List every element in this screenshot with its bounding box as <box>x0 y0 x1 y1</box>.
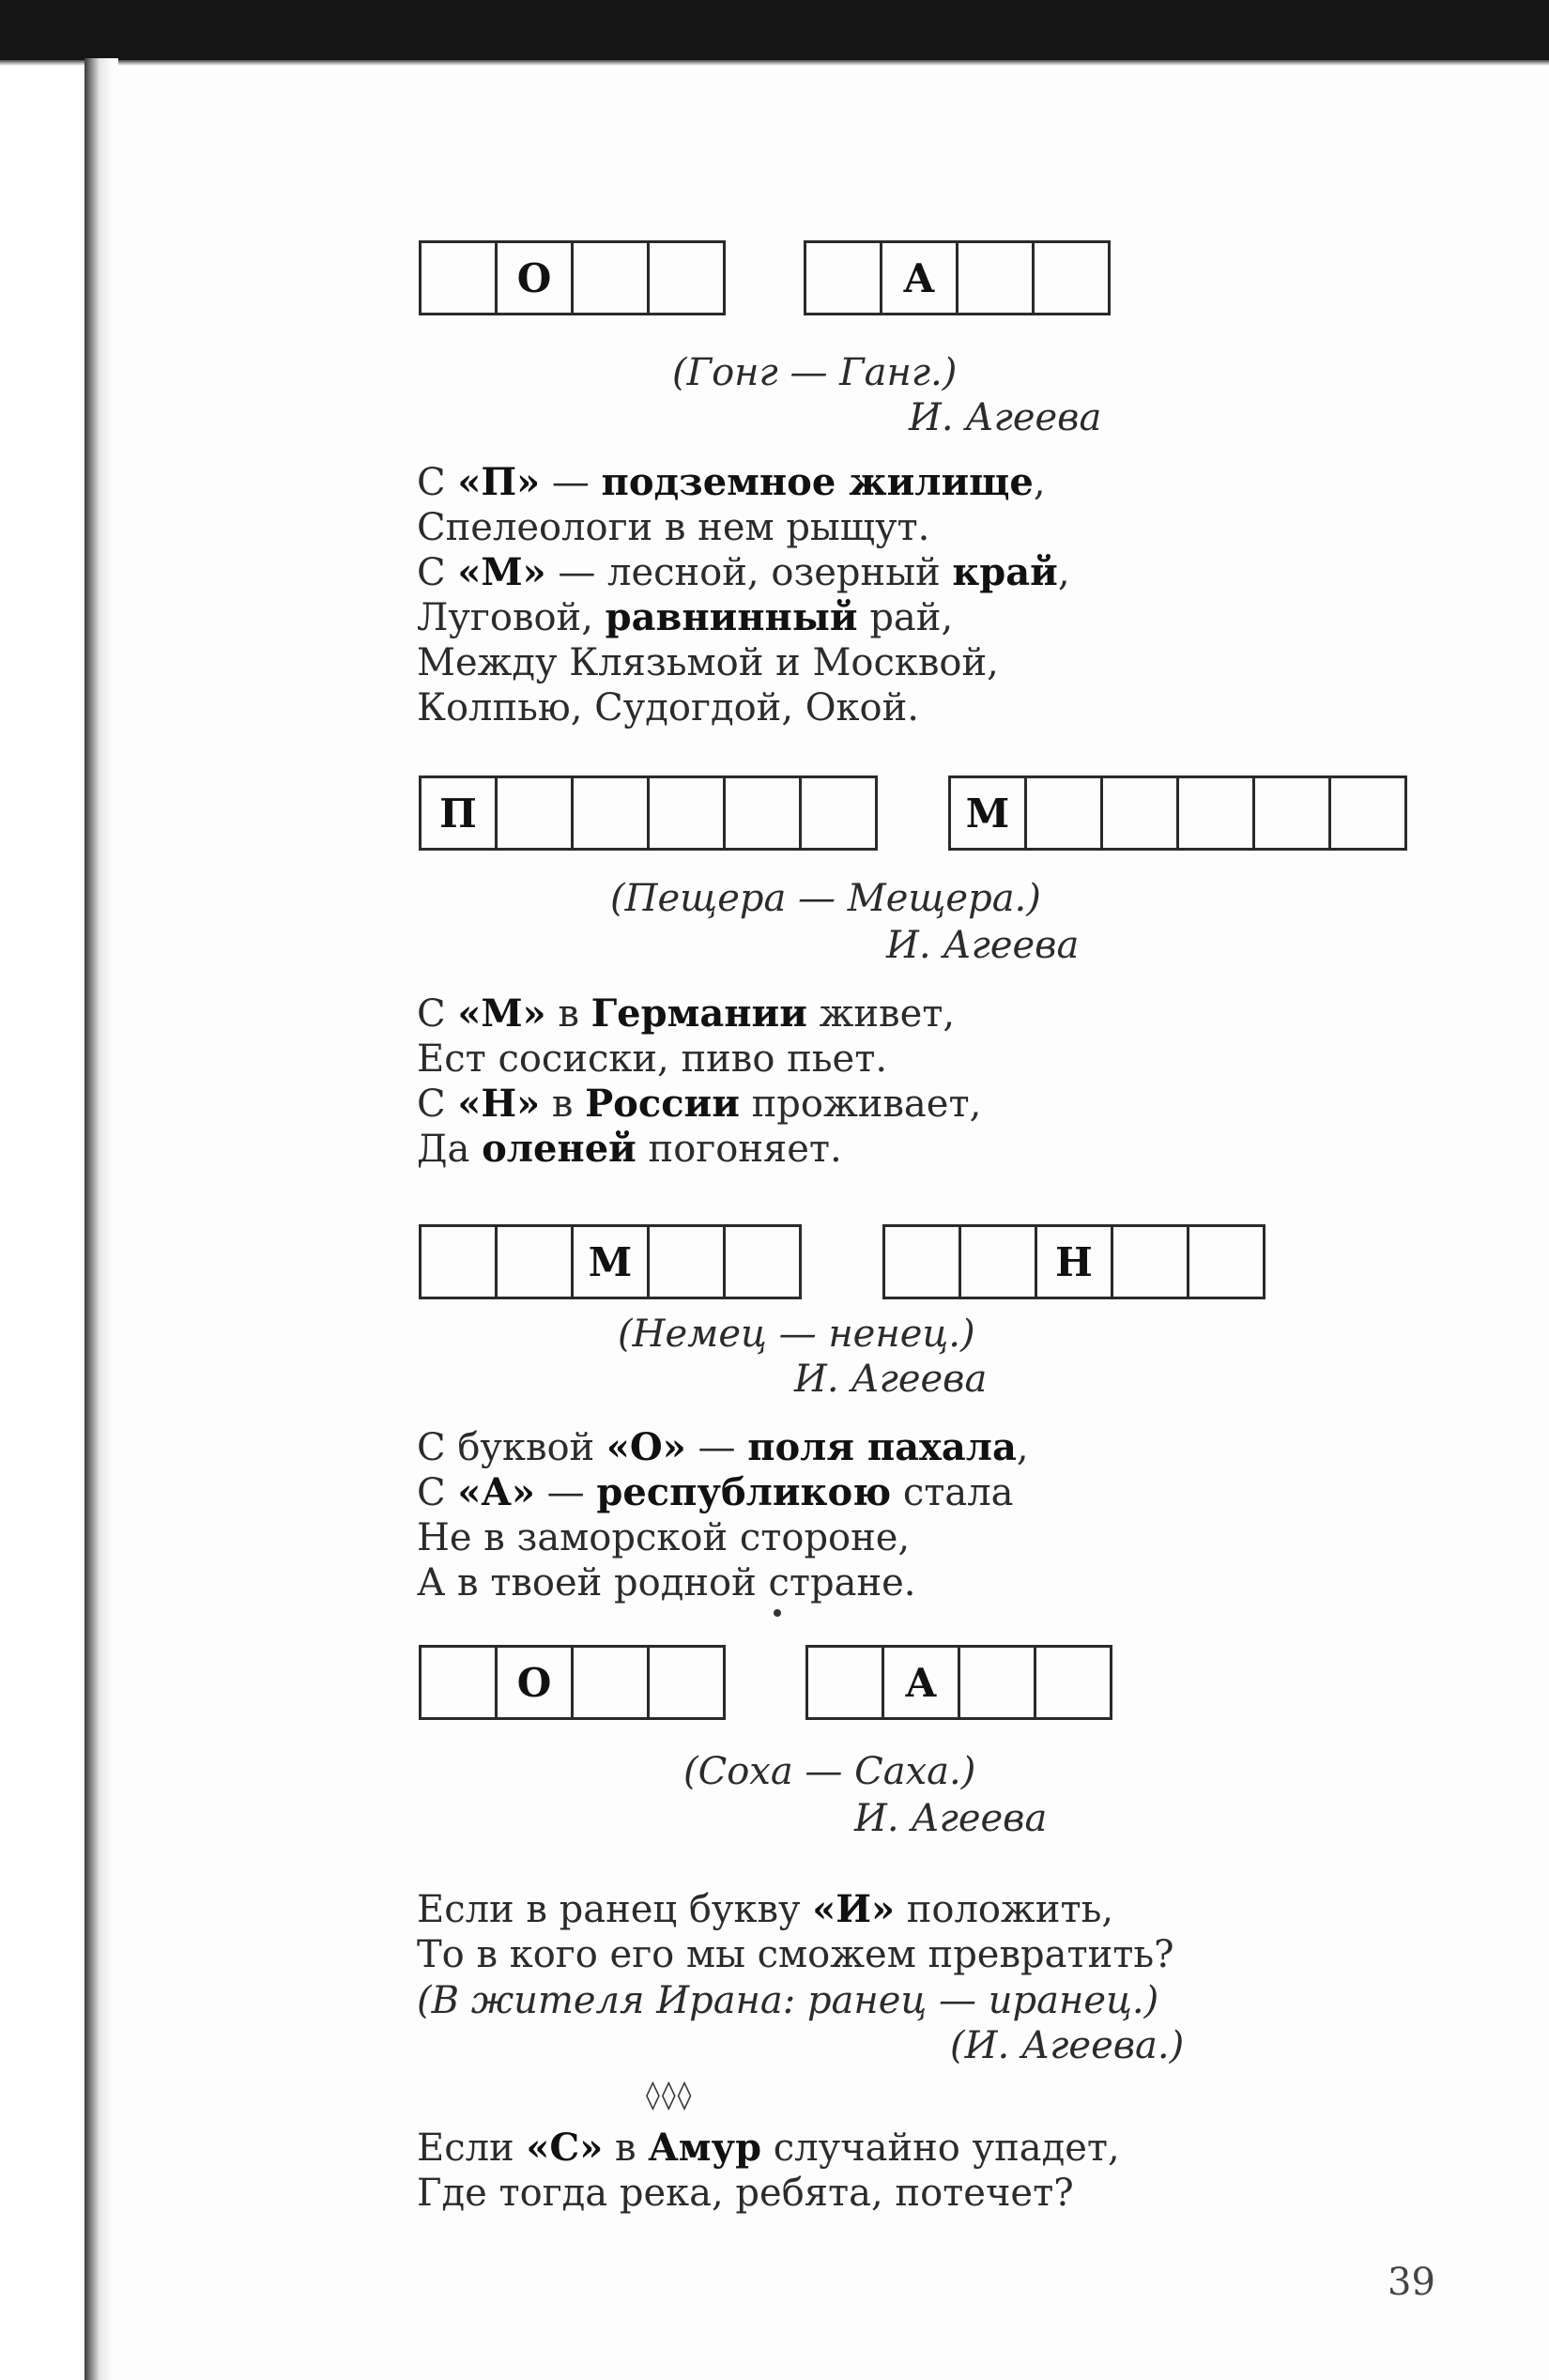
bold-keyword: равнинный <box>605 595 858 639</box>
grid-cell-empty <box>650 1227 726 1297</box>
bold-keyword: России <box>585 1082 740 1126</box>
grid-cell-empty <box>885 1227 961 1297</box>
letter-grid <box>948 775 1407 851</box>
grid-cell-letter: А <box>884 1648 960 1717</box>
grid-cell-empty <box>1103 778 1179 848</box>
grid-cell-letter: А <box>882 243 959 313</box>
grid-cell-empty <box>802 778 875 848</box>
poem-stanza <box>417 1887 1174 1977</box>
bold-keyword: «П» <box>457 460 541 504</box>
grid-cell-empty <box>422 243 498 313</box>
bold-keyword: «Н» <box>457 1082 541 1126</box>
bold-keyword: подземное жилище <box>601 460 1034 504</box>
grid-cell-empty <box>961 1227 1037 1297</box>
grid-cell-empty <box>650 243 723 313</box>
page-number: 39 <box>1388 2261 1435 2304</box>
poem-line: С «Н» в России проживает, <box>417 1082 982 1126</box>
grid-cell-letter: М <box>951 778 1027 848</box>
poem-author: (И. Агеева.) <box>950 2024 1185 2067</box>
grid-cell-letter: О <box>498 1648 574 1717</box>
poem-author: И. Агеева <box>794 1358 988 1401</box>
print-speck <box>774 1609 781 1617</box>
grid-cell-empty <box>1036 1648 1110 1717</box>
scan-top-border <box>0 0 1549 60</box>
book-spine-shadow <box>84 58 118 2380</box>
poem-line: Не в заморской стороне, <box>417 1516 911 1559</box>
puzzle-answer: (Пещера — Мещера.) <box>610 877 1041 920</box>
grid-cell-letter: М <box>574 1227 650 1297</box>
bold-keyword: поля пахала <box>747 1425 1017 1469</box>
letter-grid <box>804 240 1111 315</box>
bold-keyword: край <box>952 550 1058 594</box>
bold-keyword: «О» <box>606 1425 686 1469</box>
poem-line: С «М» — лесной, озерный край, <box>417 550 1070 594</box>
bold-keyword: республикою <box>596 1470 892 1514</box>
poem-line: Спелеологи в нем рыщут. <box>417 506 930 549</box>
poem-author: И. Агеева <box>909 396 1102 439</box>
bold-keyword: оленей <box>482 1127 636 1171</box>
grid-cell-letter: П <box>422 778 498 848</box>
poem-line: С «А» — республикою стала <box>417 1470 1014 1514</box>
grid-cell-empty <box>1027 778 1103 848</box>
grid-cell-empty <box>1331 778 1404 848</box>
poem-stanza <box>417 2126 1120 2216</box>
poem-line: Да оленей погоняет. <box>417 1127 842 1171</box>
bold-keyword: «М» <box>457 550 546 594</box>
grid-cell-empty <box>1255 778 1331 848</box>
letter-grid <box>805 1645 1112 1720</box>
bold-keyword: Германии <box>590 991 807 1036</box>
puzzle-answer: (Соха — Саха.) <box>683 1750 976 1793</box>
grid-cell-empty <box>808 1648 884 1717</box>
poem-stanza <box>417 991 981 1172</box>
poem-line: То в кого его мы сможем превратить? <box>417 1933 1174 1976</box>
poem-line: Если «С» в Амур случайно упадет, <box>417 2126 1120 2170</box>
bold-keyword: Амур <box>648 2126 762 2170</box>
poem-author: И. Агеева <box>886 924 1080 967</box>
grid-cell-empty <box>960 1648 1036 1717</box>
grid-cell-empty <box>650 1648 723 1717</box>
grid-cell-empty <box>1035 243 1108 313</box>
grid-cell-empty <box>1179 778 1255 848</box>
grid-cell-empty <box>574 243 650 313</box>
grid-cell-empty <box>1113 1227 1189 1297</box>
poem-line: Где тогда река, ребята, потечет? <box>417 2172 1074 2215</box>
poem-line: Колпью, Судогдой, Окой. <box>417 686 919 729</box>
bold-keyword: «М» <box>457 991 546 1036</box>
poem-stanza <box>417 1425 1029 1605</box>
letter-grid <box>882 1224 1265 1299</box>
grid-cell-empty <box>726 778 802 848</box>
book-page <box>118 66 1549 2380</box>
poem-line: Если в ранец букву «И» положить, <box>417 1887 1114 1931</box>
grid-cell-empty <box>498 778 574 848</box>
grid-cell-empty <box>422 1648 498 1717</box>
poem-line: С «П» — подземное жилище, <box>417 460 1046 504</box>
poem-author: И. Агеева <box>854 1797 1048 1840</box>
letter-grid <box>419 1645 726 1720</box>
bold-keyword: «С» <box>526 2126 604 2170</box>
grid-cell-letter: О <box>498 243 574 313</box>
grid-cell-empty <box>574 778 650 848</box>
grid-cell-empty <box>1189 1227 1263 1297</box>
letter-grid <box>419 240 726 315</box>
letter-grid <box>419 1224 802 1299</box>
grid-cell-empty <box>959 243 1035 313</box>
section-ornament: ◊◊◊ <box>646 2079 694 2111</box>
grid-cell-empty <box>726 1227 799 1297</box>
poem-line: Ест сосиски, пиво пьет. <box>417 1037 888 1081</box>
puzzle-answer: (Немец — ненец.) <box>618 1313 975 1356</box>
bold-keyword: «И» <box>812 1887 896 1931</box>
puzzle-answer: (Гонг — Ганг.) <box>672 351 958 394</box>
poem-stanza <box>417 460 1070 730</box>
grid-cell-empty <box>422 1227 498 1297</box>
grid-cell-empty <box>650 778 726 848</box>
poem-line: С буквой «О» — поля пахала, <box>417 1425 1029 1469</box>
grid-cell-empty <box>498 1227 574 1297</box>
poem-line: Между Клязьмой и Москвой, <box>417 641 999 684</box>
bold-keyword: «А» <box>457 1470 535 1514</box>
grid-cell-empty <box>806 243 882 313</box>
poem-line: С «М» в Германии живет, <box>417 991 956 1036</box>
poem-line: А в твоей родной стране. <box>417 1561 916 1605</box>
grid-cell-letter: Н <box>1037 1227 1113 1297</box>
letter-grid <box>419 775 878 851</box>
poem-line: Луговой, равнинный рай, <box>417 595 954 639</box>
grid-cell-empty <box>574 1648 650 1717</box>
puzzle-answer: (В жителя Ирана: ранец — иранец.) <box>417 1979 1159 2022</box>
